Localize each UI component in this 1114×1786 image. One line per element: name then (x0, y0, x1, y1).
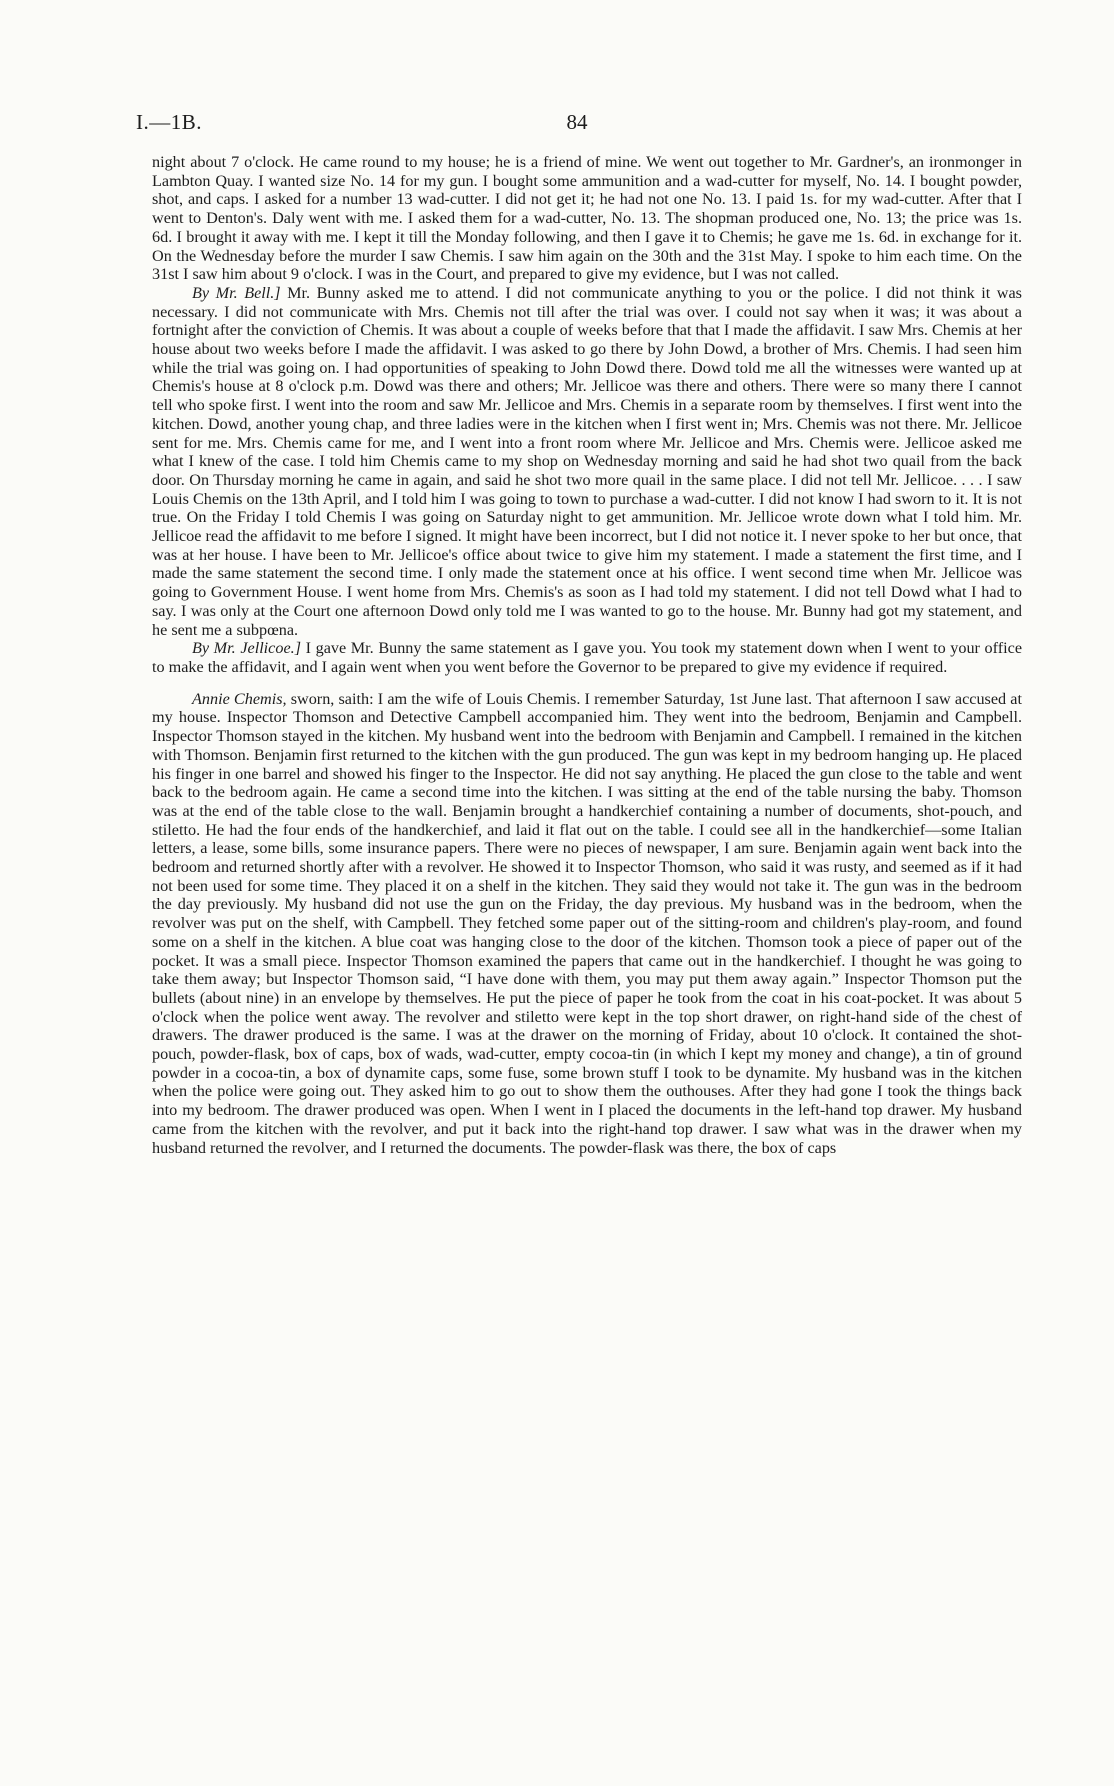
paragraph-text: night about 7 o'clock. He came round to my house; he is a friend of mine. We went out together to Mr. Gardner's, an ironmonger in Lambton Quay. I wanted size No. 14 for my gun. I bought some ammunition and a wad-cutter for myself, No. 14. I bought powder, shot, and caps. I asked for a number 13 wad-cutter. I did not get it; he had not one No. 13. I paid 1s. for my wad-cutter. After that I went to Denton's. Daly went with me. I asked them for a wad-cutter, No. 13. The shopman produced one, No. 13; the price was 1s. 6d. I brought it away with me. I kept it till the Monday following, and then I gave it to Chemis; he gave me 1s. 6d. in exchange for it. On the Wednesday before the murder I saw Chemis. I saw him again on the 30th and the 31st May. I spoke to him each time. On the 31st I saw him about 9 o'clock. I was in the Court, and prepared to give my evidence, but I was not called. (152, 153, 1022, 284)
page-header (136, 110, 1018, 140)
testimony-body (152, 153, 1022, 1157)
page-number: 84 (566, 110, 588, 134)
paragraph-text: sworn, saith: I am the wife of Louis Chemis. I remember Saturday, 1st June last. That afternoon I saw accused at my house. Inspector Thomson and Detective Campbell accompanied him. They went into the bedroom, Benjamin and Campbell. Inspector Thomson stayed in the kitchen. My husband went into the bedroom with Benjamin and Campbell. I remained in the kitchen with Thomson. Benjamin first returned to the kitchen with the gun produced. The gun was kept in my bedroom hanging up. He placed his finger in one barrel and showed his finger to the Inspector. He did not say anything. He placed the gun close to the table and went back to the bedroom again. He came a second time into the kitchen. I was sitting at the end of the table nursing the baby. Thomson was at the end of the table close to the wall. Benjamin brought a handkerchief containing a number of documents, shot-pouch, and stiletto. He had the four ends of the handkerchief, and laid it flat out on the table. I could see all in the handkerchief—some Italian letters, a lease, some bills, some insurance papers. There were no pieces of newspaper, I am sure. Benjamin again went back into the bedroom and returned shortly after with a revolver. He showed it to Inspector Thomson, who said it was rusty, and seemed as if it had not been used for some time. They placed it on a shelf in the kitchen. They said they would not take it. The gun was in the bedroom the day previously. My husband did not use the gun on the Friday, the day previous. My husband was in the bedroom, when the revolver was put on the shelf, with Campbell. They fetched some paper out of the sitting-room and children's play-room, and found some on a shelf in the kitchen. A blue coat was hanging close to the door of the kitchen. Thomson took a piece of paper out of the pocket. It was a small piece. Inspector Thomson examined the papers that came out in the handkerchief. I thought he was going to take them away; but Inspector Thomson said, “I have done with them, you may put them away again.” Inspector Thomson put the bullets (about nine) in an envelope by themselves. He put the piece of paper he took from the coat in his coat-pocket. It was about 5 o'clock when the police went away. The revolver and stiletto were kept in the top short drawer, on right-hand side of the chest of drawers. The drawer produced is the same. I was at the drawer on the morning of Friday, about 10 o'clock. It contained the shot-pouch, powder-flask, box of caps, box of wads, wad-cutter, empty cocoa-tin (in which I kept my money and change), a tin of ground powder in a cocoa-tin, a box of dynamite caps, some fuse, some brown stuff I took to be dynamite. My husband was in the kitchen when the police were going out. They asked him to go out to show them the outhouses. After they had gone I took the things back into my bedroom. The drawer produced was open. When I went in I placed the documents in the left-hand top drawer. My husband came from the kitchen with the revolver, and put it back into the right-hand top drawer. I saw what was in the drawer when my husband returned the revolver, and I returned the documents. The powder-flask was there, the box of caps (152, 689, 1022, 1157)
examiner-lead: By Mr. Jellicoe.] (192, 639, 301, 658)
paragraph-continuation (152, 153, 1022, 284)
paragraph-examination-jellicoe (152, 639, 1022, 676)
paragraph-cross-examination-bell (152, 284, 1022, 639)
document-reference: I.—1B. (136, 110, 202, 134)
paragraph-witness-annie-chemis (152, 690, 1022, 1158)
examiner-lead: By Mr. Bell.] (192, 283, 281, 302)
paragraph-text: I gave Mr. Bunny the same statement as I gave you. You took my statement down when I went to your office to make the affidavit, and I again went when you went before the Governor to be prepared to give my evidence if required. (152, 639, 1022, 676)
paragraph-text: Mr. Bunny asked me to attend. I did not communicate anything to you or the police. I did not think it was necessary. I did not communicate with Mrs. Chemis not till after the trial was over. I could not say when it was; it was about a fortnight after the conviction of Chemis. It was about a couple of weeks before that that I made the affidavit. I saw Mrs. Chemis at her house about two weeks before I made the affidavit. I was asked to go there by John Dowd, a brother of Mrs. Chemis. I had seen him while the trial was going on. I had opportunities of speaking to John Dowd there. Dowd told me all the witnesses were wanted up at Chemis's house at 8 o'clock p.m. Dowd was there and others; Mr. Jellicoe was there and others. There were so many there I cannot tell who spoke first. I went into the room and saw Mr. Jellicoe and Mrs. Chemis in a separate room by themselves. I first went into the kitchen. Dowd, another young chap, and three ladies were in the kitchen when I first went in; Mrs. Chemis was not there. Mr. Jellicoe sent for me. Mrs. Chemis came for me, and I went into a front room where Mr. Jellicoe and Mrs. Chemis were. Jellicoe asked me what I knew of the case. I told him Chemis came to my shop on Wednesday morning and said he had shot two quail from the back door. On Thursday morning he came in again, and said he shot two more quail in the same place. I did not tell Mr. Jellicoe. . . . I saw Louis Chemis on the 13th April, and I told him I was going to town to purchase a wad-cutter. I did not know I had sworn to it. It is not true. On the Friday I told Chemis I was going on Saturday night to get ammunition. Mr. Jellicoe wrote down what I told him. Mr. Jellicoe read the affidavit to me before I signed. It might have been incorrect, but I did not notice it. I never spoke to her but once, that was at her house. I have been to Mr. Jellicoe's office about twice to give him my statement. I made a statement the first time, and I made the same statement the second time. I only made the statement once at his office. I went second time when Mr. Jellicoe was going to Government House. I went home from Mrs. Chemis's as soon as I had told my statement. I did not tell Dowd what I had to say. I was only at the Court one afternoon Dowd only told me I was wanted to go to the house. Mr. Bunny had got my statement, and he sent me a subpœna. (152, 283, 1022, 639)
witness-name: Annie Chemis, (192, 689, 287, 708)
